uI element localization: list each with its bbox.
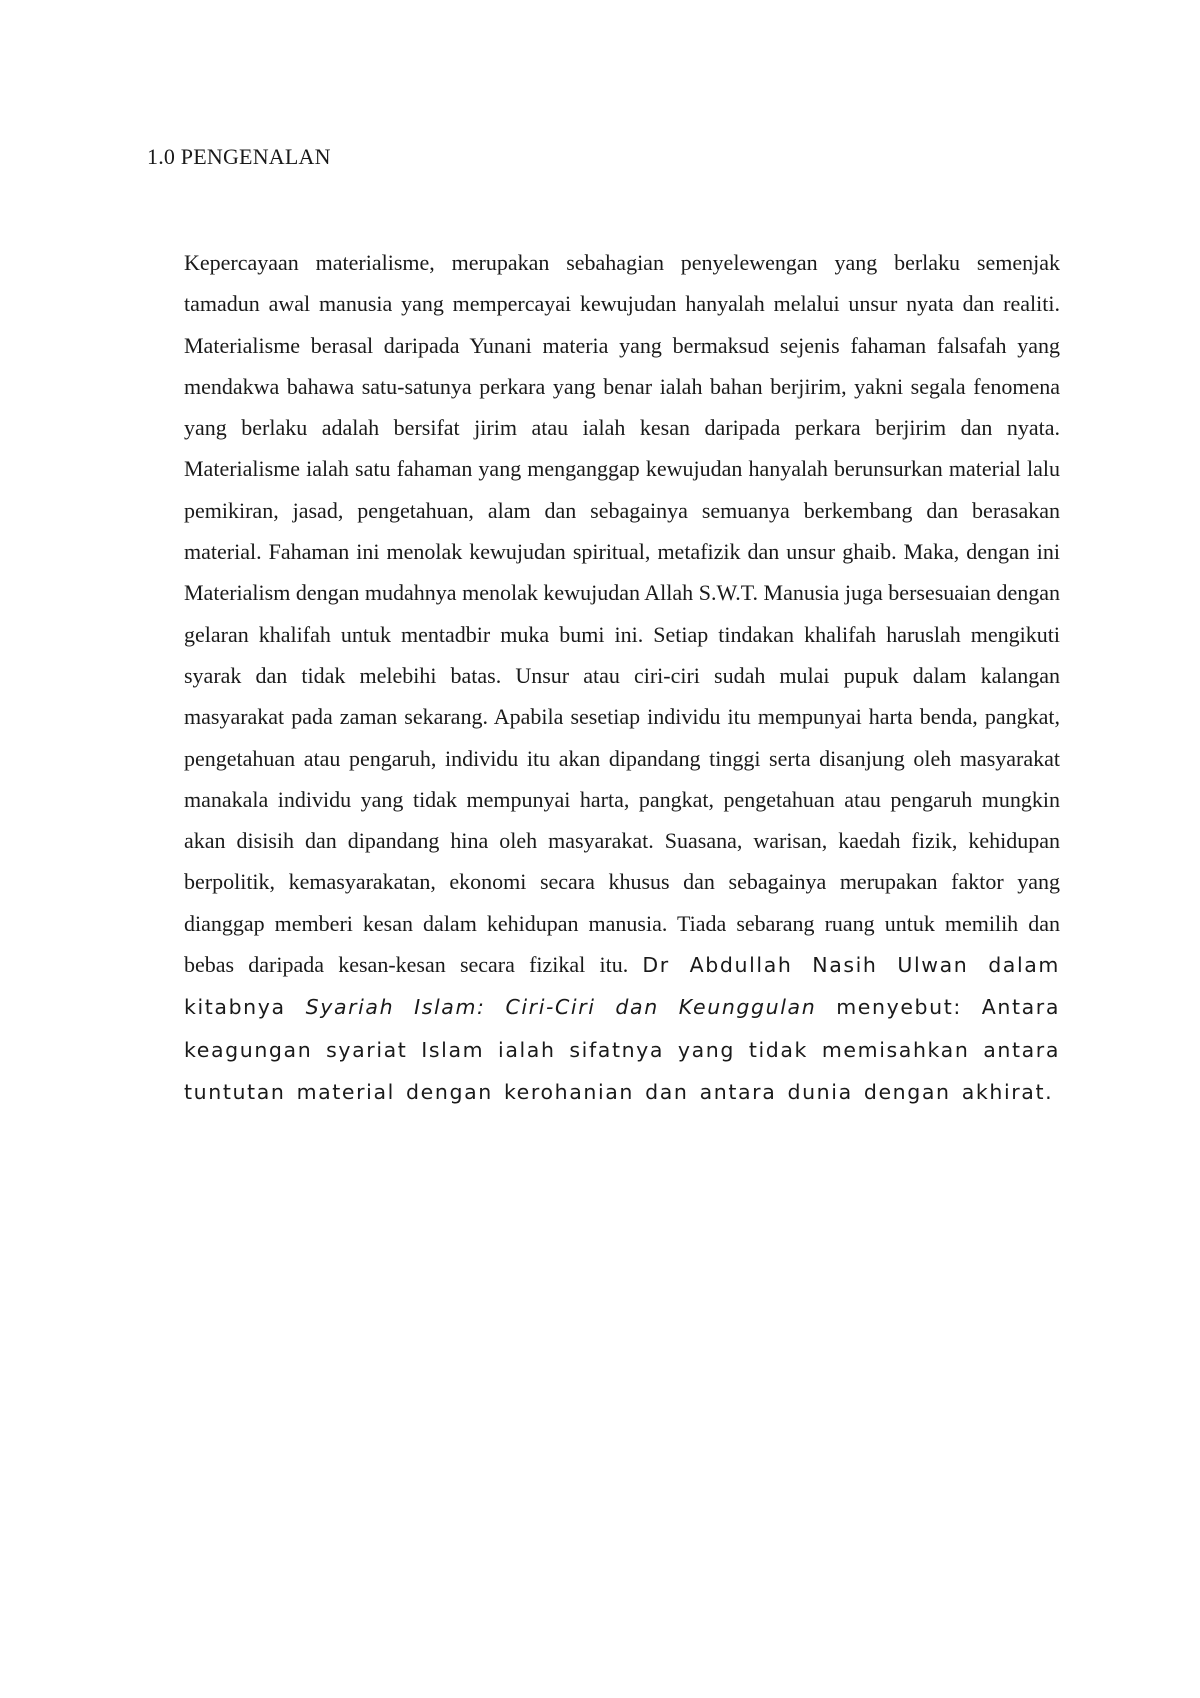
quote-text: menyebut: Antara keagungan syariat Islam ialah sifatnya yang tidak memisahkan antara tuntutan material dengan kerohanian dan antara dunia dengan akhirat. bbox=[184, 995, 1061, 1104]
section-heading: 1.0 PENGENALAN bbox=[147, 144, 331, 169]
quote-intro: Dr Abdullah Nasih Ulwan dalam kitabnya bbox=[184, 953, 1060, 1020]
paragraph-main-text: Kepercayaan materialisme, merupakan sebahagian penyelewengan yang berlaku semenjak tamadun awal manusia yang mempercayai kewujudan hanyalah melalui unsur nyata dan realiti. Materialisme berasal daripada Yunani materia yang bermaksud sejenis fahaman falsafah yang mendakwa bahawa satu-satunya perkara yang benar ialah bahan berjirim, yakni segala fenomena yang berlaku adalah bersifat jirim atau ialah kesan daripada perkara berjirim dan nyata. Materialisme ialah satu fahaman yang menganggap kewujudan hanyalah berunsurkan material lalu pemikiran, jasad, pengetahuan, alam dan sebagainya semuanya berkembang dan berasakan material. Fahaman ini menolak kewujudan spiritual, metafizik dan unsur ghaib. Maka, dengan ini Materialism dengan mudahnya menolak kewujudan Allah S.W.T. Manusia juga bersesuaian dengan gelaran khalifah untuk mentadbir muka bumi ini. Setiap tindakan khalifah haruslah mengikuti syarak dan tidak melebihi batas. Unsur atau ciri-ciri sudah mulai pupuk dalam kalangan masyarakat pada zaman sekarang. Apabila sesetiap individu itu mempunyai harta benda, pangkat, pengetahuan atau pengaruh, individu itu akan dipandang tinggi serta disanjung oleh masyarakat manakala individu yang tidak mempunyai harta, pangkat, pengetahuan atau pengaruh mungkin akan disisih dan dipandang hina oleh masyarakat. Suasana, warisan, kaedah fizik, kehidupan berpolitik, kemasyarakatan, ekonomi secara khusus dan sebagainya merupakan faktor yang dianggap memberi kesan dalam kehidupan manusia. Tiada sebarang ruang untuk memilih dan bebas daripada kesan-kesan secara fizikal itu. bbox=[184, 250, 1060, 978]
book-title: Syariah Islam: Ciri-Ciri dan Keunggulan bbox=[305, 995, 817, 1020]
body-paragraph bbox=[184, 242, 1060, 1113]
